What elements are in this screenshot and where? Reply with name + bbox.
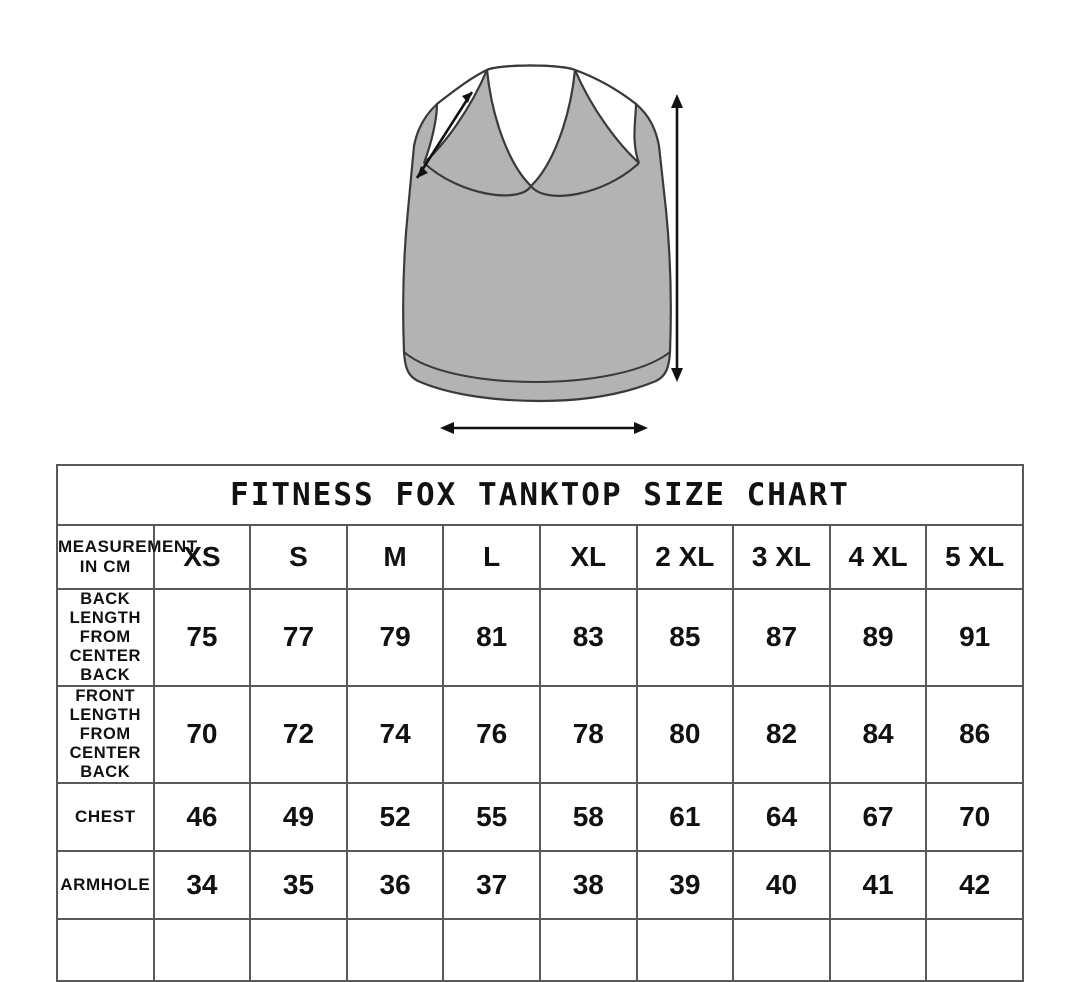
cell-front-length-m: 74: [347, 686, 444, 783]
cell-front-length-xs: 70: [154, 686, 251, 783]
table-row: [57, 589, 1023, 686]
back-length-arrow: [671, 94, 683, 382]
chart-title: FITNESS FOX TANKTOP SIZE CHART: [57, 465, 1023, 525]
size-header-xl: XL: [540, 525, 637, 589]
cell-empty-5xl: [926, 919, 1023, 981]
cell-armhole-l: 37: [443, 851, 540, 919]
cell-armhole-2xl: 39: [637, 851, 734, 919]
cell-front-length-l: 76: [443, 686, 540, 783]
cell-front-length-3xl: 82: [733, 686, 830, 783]
cell-back-length-m: 79: [347, 589, 444, 686]
table-row: [57, 851, 1023, 919]
cell-armhole-4xl: 41: [830, 851, 927, 919]
cell-empty-4xl: [830, 919, 927, 981]
cell-empty-2xl: [637, 919, 734, 981]
table-row-empty: [57, 919, 1023, 981]
row-label-empty: [57, 919, 154, 981]
table-row: [57, 686, 1023, 783]
tank-top-illustration: [0, 0, 1080, 462]
cell-empty-s: [250, 919, 347, 981]
chest-width-arrow: [440, 422, 648, 434]
cell-empty-xl: [540, 919, 637, 981]
cell-chest-3xl: 64: [733, 783, 830, 851]
cell-empty-l: [443, 919, 540, 981]
cell-armhole-xs: 34: [154, 851, 251, 919]
size-header-s: S: [250, 525, 347, 589]
size-header-4xl: 4 XL: [830, 525, 927, 589]
size-chart-table-wrapper: [56, 464, 1024, 982]
size-header-m: M: [347, 525, 444, 589]
table-title-row: [57, 465, 1023, 525]
cell-back-length-xl: 83: [540, 589, 637, 686]
cell-chest-s: 49: [250, 783, 347, 851]
cell-armhole-xl: 38: [540, 851, 637, 919]
table-header-row: [57, 525, 1023, 589]
cell-back-length-4xl: 89: [830, 589, 927, 686]
size-header-5xl: 5 XL: [926, 525, 1023, 589]
size-header-l: L: [443, 525, 540, 589]
cell-front-length-xl: 78: [540, 686, 637, 783]
cell-back-length-3xl: 87: [733, 589, 830, 686]
size-header-xs: XS: [154, 525, 251, 589]
cell-back-length-s: 77: [250, 589, 347, 686]
cell-front-length-4xl: 84: [830, 686, 927, 783]
cell-chest-4xl: 67: [830, 783, 927, 851]
cell-empty-m: [347, 919, 444, 981]
cell-armhole-5xl: 42: [926, 851, 1023, 919]
cell-chest-xl: 58: [540, 783, 637, 851]
cell-empty-xs: [154, 919, 251, 981]
cell-empty-3xl: [733, 919, 830, 981]
row-label-back-length: BACK LENGTH FROM CENTER BACK: [57, 589, 154, 686]
size-chart-table: [56, 464, 1024, 982]
unit-label: MEASUREMENT IN CM: [57, 525, 154, 589]
cell-armhole-3xl: 40: [733, 851, 830, 919]
cell-back-length-l: 81: [443, 589, 540, 686]
cell-front-length-s: 72: [250, 686, 347, 783]
size-header-2xl: 2 XL: [637, 525, 734, 589]
cell-front-length-2xl: 80: [637, 686, 734, 783]
tank-top-garment: [403, 66, 671, 402]
cell-back-length-2xl: 85: [637, 589, 734, 686]
cell-armhole-m: 36: [347, 851, 444, 919]
cell-chest-l: 55: [443, 783, 540, 851]
cell-chest-xs: 46: [154, 783, 251, 851]
table-row: [57, 783, 1023, 851]
row-label-armhole: ARMHOLE: [57, 851, 154, 919]
cell-back-length-xs: 75: [154, 589, 251, 686]
row-label-chest: CHEST: [57, 783, 154, 851]
size-header-3xl: 3 XL: [733, 525, 830, 589]
cell-chest-2xl: 61: [637, 783, 734, 851]
cell-front-length-5xl: 86: [926, 686, 1023, 783]
cell-back-length-5xl: 91: [926, 589, 1023, 686]
cell-armhole-s: 35: [250, 851, 347, 919]
cell-chest-5xl: 70: [926, 783, 1023, 851]
row-label-front-length: FRONT LENGTH FROM CENTER BACK: [57, 686, 154, 783]
cell-chest-m: 52: [347, 783, 444, 851]
